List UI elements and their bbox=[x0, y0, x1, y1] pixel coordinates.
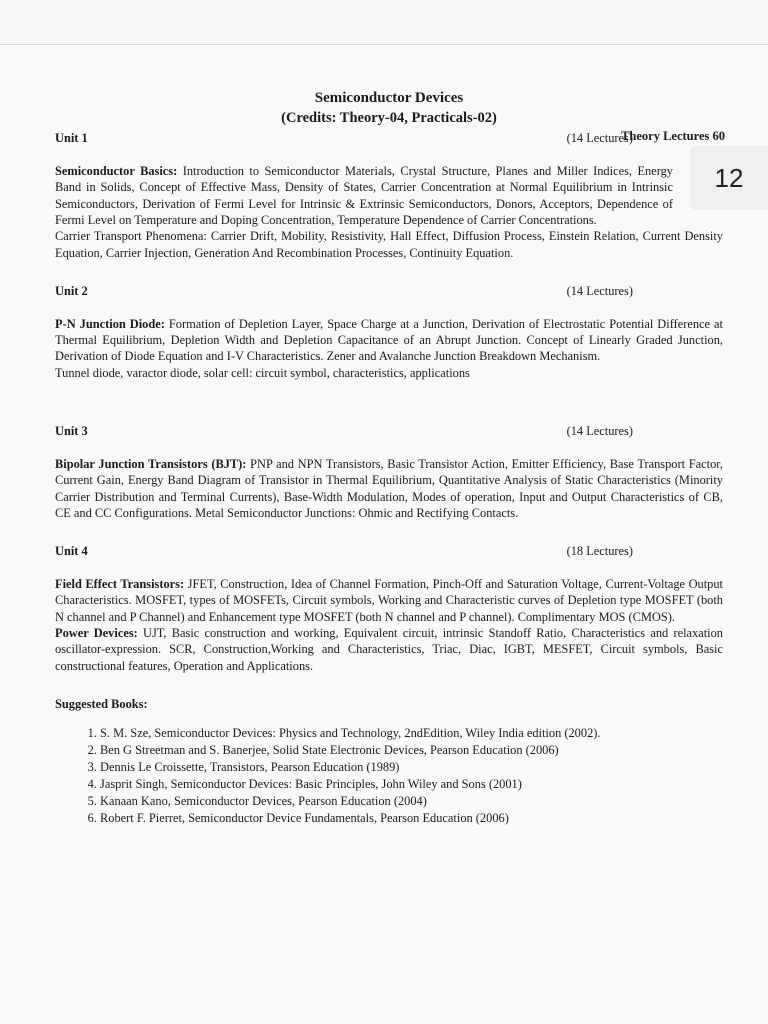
unit-header bbox=[55, 423, 723, 439]
list-item: 5. Kanaan Kano, Semiconductor Devices, Pearson Education (2004) bbox=[100, 793, 723, 810]
page-number-badge[interactable]: 12 bbox=[690, 146, 768, 210]
page-title: Semiconductor Devices bbox=[314, 90, 464, 106]
topic-text: JFET, Construction, Idea of Channel Formation, Pinch-Off and Saturation Voltage, Current-Voltage Output Characteristics. MOSFET, types of MOSFETs, Circuit symbols, Working and Characteristic curves of Depletion type MOSFET (both N channel and P Channel) and Enhancement type MOSFET (both N channel and P channel). Complimentary MOS (CMOS). bbox=[55, 576, 723, 624]
topic-text: Carrier Transport Phenomena: Carrier Drift, Mobility, Resistivity, Hall Effect, Diffusion Process, Einstein Relation, Current Density Equation, Carrier Injection, Generation And Recombination Processes, Continuity Equation. bbox=[55, 229, 723, 260]
theory-lectures: Theory Lectures 60 bbox=[621, 129, 725, 143]
unit-paragraph bbox=[55, 576, 723, 625]
unit-lectures: (18 Lectures) bbox=[566, 544, 633, 559]
list-item: 6. Robert F. Pierret, Semiconductor Device Fundamentals, Pearson Education (2006) bbox=[100, 810, 723, 827]
unit-lectures: (14 Lectures) bbox=[566, 424, 633, 439]
unit-paragraph bbox=[55, 228, 723, 261]
unit-label: Unit 4 bbox=[55, 544, 88, 559]
suggested-books-heading: Suggested Books: bbox=[55, 697, 148, 712]
topic-heading: P-N Junction Diode: bbox=[55, 316, 165, 331]
unit-lectures: (14 Lectures) bbox=[566, 131, 633, 146]
unit-label: Unit 1 bbox=[55, 131, 88, 146]
list-item: 4. Jasprit Singh, Semiconductor Devices: Basic Principles, John Wiley and Sons (2001) bbox=[100, 776, 723, 793]
unit-paragraph bbox=[55, 625, 723, 674]
topic-heading: Semiconductor Basics: bbox=[55, 163, 178, 178]
topic-heading: Field Effect Transistors: bbox=[55, 576, 185, 591]
topic-text: Formation of Depletion Layer, Space Charge at a Junction, Derivation of Electrostatic Potential Difference at Thermal Equilibrium, Depletion Width and Depletion Capacitance of an Abrupt Junction. Concept of Linearly Graded Junction, Derivation of Diode Equation and I-V Characteristics. Zener and Avalanche Junction Breakdown Mechanism. bbox=[55, 316, 723, 364]
unit-lectures: (14 Lectures) bbox=[566, 284, 633, 299]
topic-text: UJT, Basic construction and working, Equivalent circuit, intrinsic Standoff Ratio, Characteristics and relaxation oscillator-expression. SCR, Construction,Working and Characteristics, Triac, Diac, IGBT, MESFET, Circuit symbols, Basic constructional features, Operation and Applications. bbox=[55, 625, 723, 673]
list-item: 3. Dennis Le Croissette, Transistors, Pearson Education (1989) bbox=[100, 759, 723, 776]
viewer-top-bar bbox=[0, 0, 768, 45]
unit-label: Unit 2 bbox=[55, 284, 88, 299]
syllabus-content bbox=[55, 88, 723, 827]
books-list bbox=[55, 725, 723, 827]
topic-text: PNP and NPN Transistors, Basic Transistor Action, Emitter Efficiency, Base Transport Factor, Current Gain, Energy Band Diagram of Transistor in Thermal Equilibrium, Quantitative Analysis of Static Characteristics (Minority Carrier Distribution and Terminal Currents), Base-Width Modulation, Modes of operation, Input and Output Characteristics of CB, CE and CC Configurations. Metal Semiconductor Junctions: Ohmic and Rectifying Contacts. bbox=[55, 456, 724, 520]
unit-paragraph bbox=[55, 316, 723, 365]
topic-text: Tunnel diode, varactor diode, solar cell: circuit symbol, characteristics, applications bbox=[55, 365, 470, 380]
list-item: 2. Ben G Streetman and S. Banerjee, Solid State Electronic Devices, Pearson Education (2006) bbox=[100, 742, 723, 759]
unit-label: Unit 3 bbox=[55, 424, 88, 439]
topic-heading: Bipolar Junction Transistors (BJT): bbox=[55, 456, 247, 471]
topic-heading: Power Devices: bbox=[55, 625, 138, 640]
unit-header bbox=[55, 130, 723, 146]
topic-text: Introduction to Semiconductor Materials, Crystal Structure, Planes and Miller Indices, Energy Band in Solids, Concept of Effective Mass, Density of States, Carrier Concentration at Normal Equilibrium in Intrinsic Semiconductors, Derivation of Fermi Level for Intrinsic & Extrinsic Semiconductors, Donors, Acceptors, Dependence of Fermi Level on Temperature and Doping Concentration, Temperature Dependence of Carrier Concentrations. bbox=[55, 163, 673, 228]
credits-subtitle: (Credits: Theory-04, Practicals-02) bbox=[281, 110, 497, 126]
unit-header bbox=[55, 543, 723, 559]
list-item: 1. S. M. Sze, Semiconductor Devices: Physics and Technology, 2ndEdition, Wiley India edition (2002). bbox=[100, 725, 723, 742]
unit-header bbox=[55, 283, 723, 299]
unit-paragraph bbox=[55, 163, 673, 229]
unit-paragraph bbox=[55, 365, 723, 381]
unit-paragraph bbox=[55, 456, 723, 522]
